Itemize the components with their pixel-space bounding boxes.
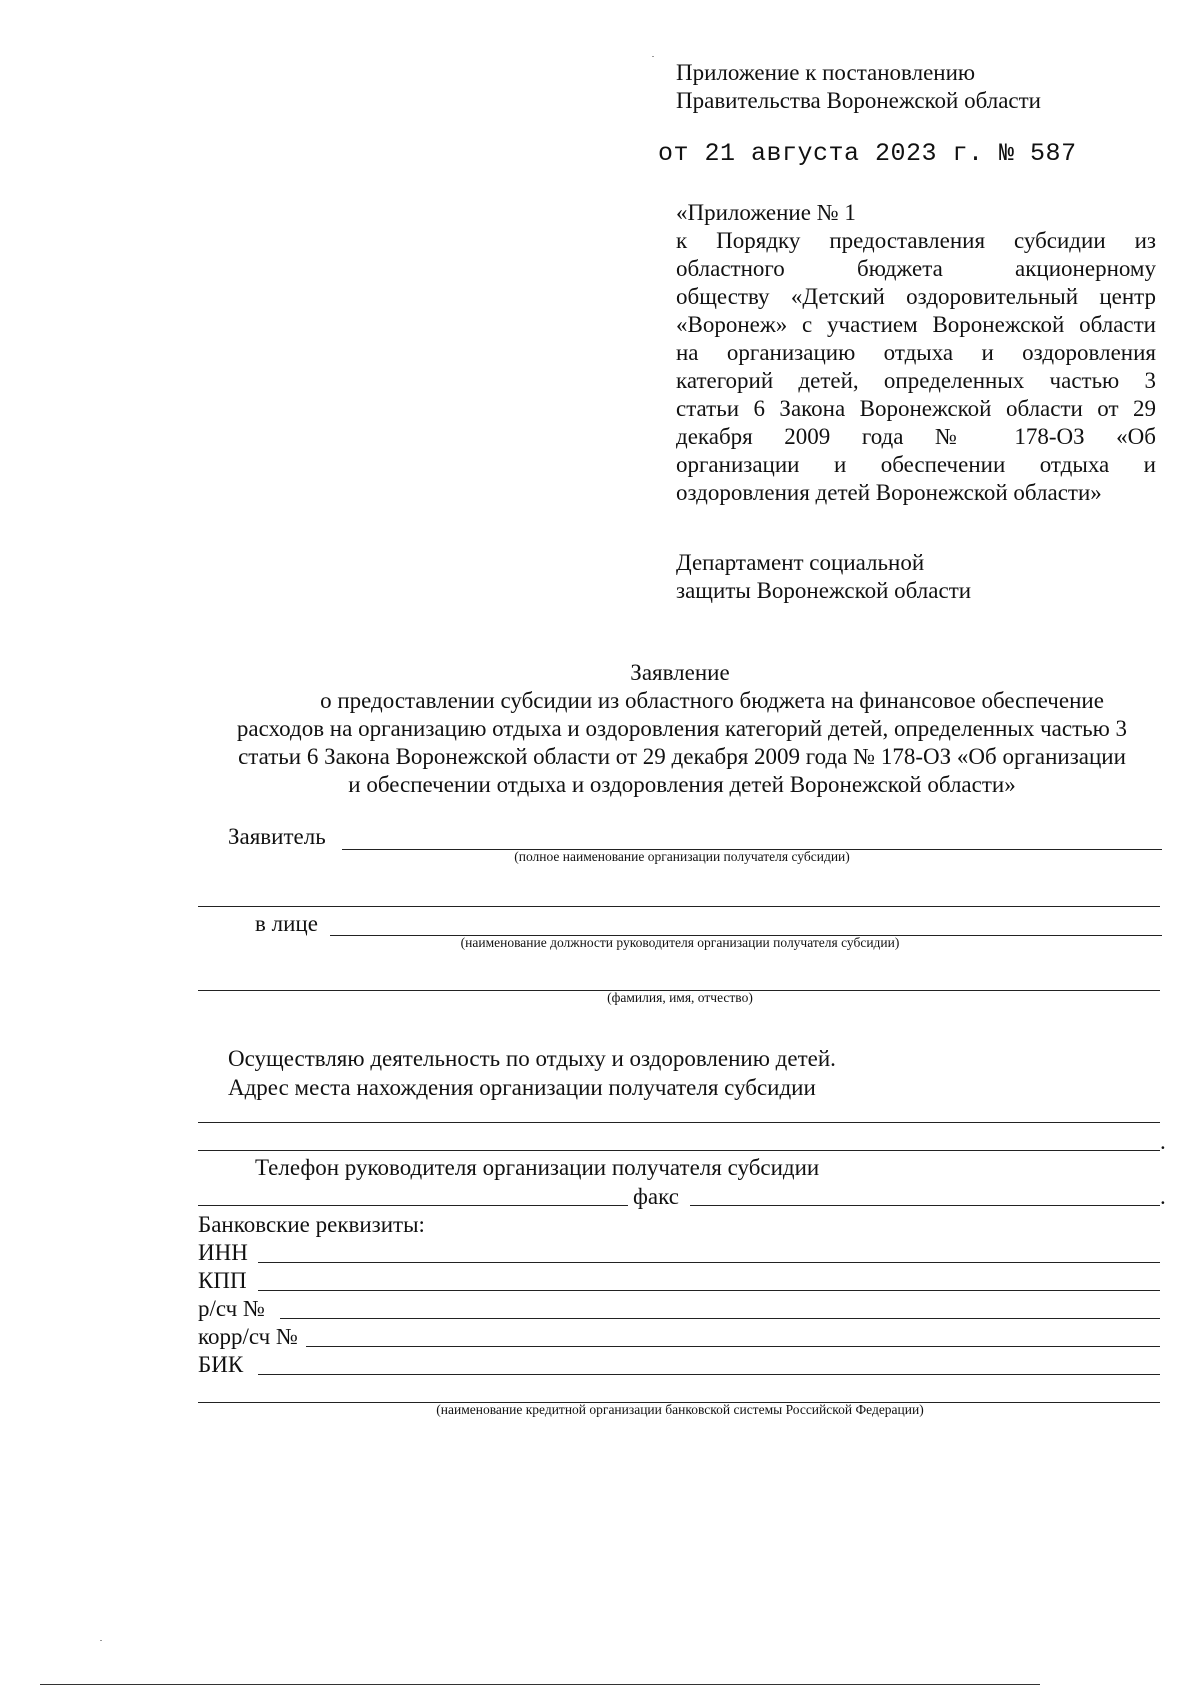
applicant-label: Заявитель — [228, 824, 326, 849]
address-field[interactable] — [198, 1122, 1160, 1123]
recipient-line1: Департамент социальной — [676, 550, 925, 575]
fax-label: факс — [633, 1184, 679, 1209]
applicant-field-continued[interactable] — [198, 906, 1160, 907]
annex-line: областного бюджета акционерному — [676, 256, 1156, 281]
subject-line: расходов на организацию отдыха и оздоровления категорий детей, определенных частью 3 — [236, 716, 1128, 741]
annex-reference — [676, 199, 1156, 507]
document-title: Заявление — [630, 660, 730, 685]
inn-label: ИНН — [198, 1240, 248, 1265]
person-label: в лице — [255, 911, 318, 936]
annex-line: на организацию отдыха и оздоровления — [676, 340, 1156, 365]
bank-name-caption: (наименование кредитной организации банковской системы Российской Федерации) — [436, 1402, 924, 1417]
annex-line: к Порядку предоставления субсидии из — [676, 228, 1156, 253]
corr-account-field[interactable] — [306, 1346, 1160, 1347]
full-name-caption: (фамилия, имя, отчество) — [607, 990, 753, 1005]
subject-line: о предоставлении субсидии из областного бюджета на финансовое обеспечение — [320, 688, 1104, 713]
inn-field[interactable] — [258, 1262, 1160, 1263]
annex-header-line1: Приложение к постановлению — [676, 60, 976, 85]
phone-field[interactable] — [198, 1205, 628, 1206]
bik-field[interactable] — [258, 1374, 1160, 1375]
applicant-caption: (полное наименование организации получателя субсидии) — [514, 849, 850, 864]
annex-line: «Приложение № 1 — [676, 200, 856, 225]
document-subject — [200, 687, 1164, 799]
account-label: р/сч № — [198, 1296, 265, 1321]
bik-label: БИК — [198, 1352, 244, 1377]
subject-line: статьи 6 Закона Воронежской области от 29 декабря 2009 года № 178-ОЗ «Об организации — [238, 744, 1126, 769]
period-mark: . — [1160, 1129, 1166, 1154]
annex-line: оздоровления детей Воронежской области» — [676, 480, 1102, 505]
annex-line: обществу «Детский оздоровительный центр — [676, 284, 1156, 309]
recipient-department — [676, 549, 1156, 605]
annex-line: «Воронеж» с участием Воронежской области — [676, 312, 1156, 337]
account-field[interactable] — [280, 1318, 1160, 1319]
address-label: Адрес места нахождения организации получателя субсидии — [228, 1075, 816, 1100]
annex-line: статьи 6 Закона Воронежской области от 29 — [676, 396, 1156, 421]
kpp-field[interactable] — [258, 1290, 1160, 1291]
bank-details-title: Банковские реквизиты: — [198, 1212, 425, 1237]
activity-text: Осуществляю деятельность по отдыху и оздоровлению детей. — [228, 1046, 836, 1071]
scan-speck — [100, 1640, 102, 1641]
recipient-line2: защиты Воронежской области — [676, 578, 972, 603]
annex-line: категорий детей, определенных частью 3 — [676, 368, 1156, 393]
kpp-label: КПП — [198, 1268, 247, 1293]
corr-account-label: корр/сч № — [198, 1324, 298, 1349]
period-mark: . — [1160, 1184, 1166, 1209]
page-bottom-rule — [40, 1684, 1040, 1685]
subject-line: и обеспечении отдыха и оздоровления детей Воронежской области» — [348, 772, 1016, 797]
annex-header — [676, 59, 1156, 115]
annex-line: декабря 2009 года № 178-ОЗ «Об — [676, 424, 1156, 449]
address-field-continued[interactable] — [198, 1150, 1160, 1151]
scan-speck — [652, 56, 654, 57]
annex-line: организации и обеспечении отдыха и — [676, 452, 1156, 477]
annex-header-line2: Правительства Воронежской области — [676, 88, 1041, 113]
phone-label: Телефон руководителя организации получателя субсидии — [255, 1155, 820, 1180]
decree-date: от 21 августа 2023 г. № 587 — [658, 139, 1077, 168]
fax-field[interactable] — [690, 1205, 1160, 1206]
position-caption: (наименование должности руководителя организации получателя субсидии) — [460, 935, 900, 950]
